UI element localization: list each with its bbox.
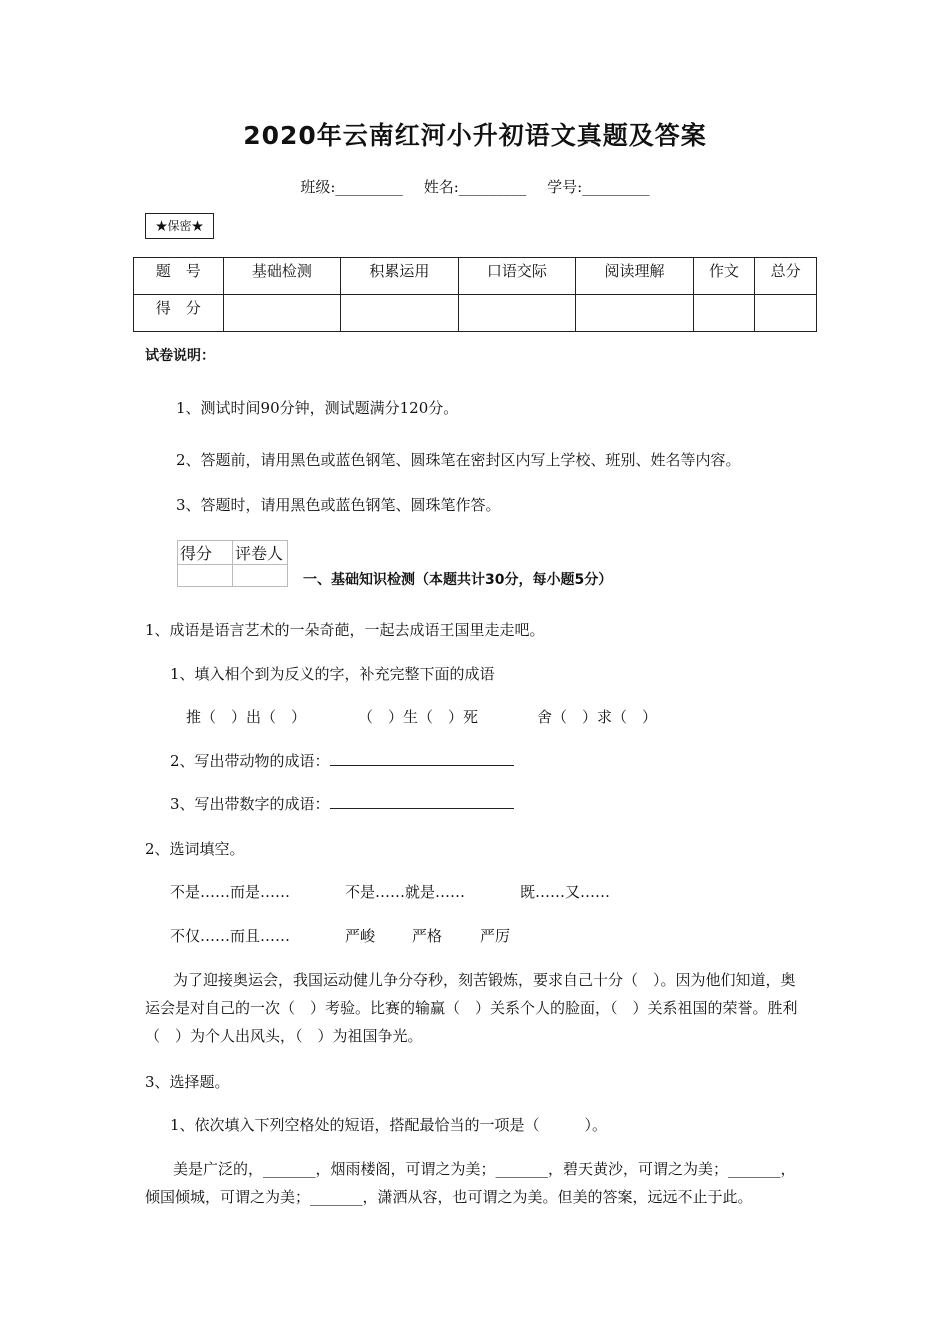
score-header-cell: 积累运用	[341, 258, 459, 295]
answer-blank[interactable]	[330, 765, 514, 766]
student-info	[0, 176, 950, 197]
score-header-cell: 阅读理解	[576, 258, 694, 295]
score-row-label: 得 分	[134, 295, 224, 332]
question-1-3-text: 3、写出带数字的成语：	[170, 795, 330, 813]
instruction-item: 1、测试时间90分钟，测试题满分120分。	[176, 399, 459, 417]
score-cell[interactable]	[693, 295, 755, 332]
question-1: 1、成语是语言艺术的一朵奇葩，一起去成语王国里走走吧。	[145, 621, 545, 639]
question-3: 3、选择题。	[145, 1073, 230, 1091]
answer-blank[interactable]	[330, 808, 514, 809]
idiom-item[interactable]: 舍（ ）求（ ）	[537, 708, 658, 726]
page-title: 2020年云南红河小升初语文真题及答案	[243, 121, 707, 150]
score-cell[interactable]	[755, 295, 817, 332]
idiom-item[interactable]: 推（ ）出（ ）	[186, 708, 307, 726]
choice-paragraph: 美是广泛的，_______，烟雨楼阁，可谓之为美；_______，碧天黄沙，可谓之为美；_______，倾国倾城，可谓之为美；_______，潇洒从容，也可谓之为美。但美的答案，远远不止于此。	[145, 1160, 796, 1206]
score-header-cell: 口语交际	[458, 258, 576, 295]
student-id-field[interactable]: 学号:_________	[547, 178, 650, 196]
score-table	[133, 257, 817, 332]
word-option: 既……又……	[520, 883, 611, 901]
score-cell[interactable]	[223, 295, 341, 332]
grader-table	[177, 540, 288, 587]
instruction-item: 3、答题时，请用黑色或蓝色钢笔、圆珠笔作答。	[176, 496, 501, 514]
question-2: 2、选词填空。	[145, 840, 245, 858]
score-table-row	[134, 295, 817, 332]
confidential-badge: ★保密★	[145, 213, 214, 239]
question-3-1: 1、依次填入下列空格处的短语，搭配最恰当的一项是（ ）。	[170, 1116, 608, 1134]
fill-in-paragraph: 为了迎接奥运会，我国运动健儿争分夺秒，刻苦锻炼，要求自己十分（ ）。因为他们知道，奥运会是对自己的一次（ ）考验。比赛的输赢（ ）关系个人的脸面，（ ）关系祖国的荣誉。胜利（ ）为个人出风头，（ ）为祖国争光。	[145, 971, 798, 1045]
word-option: 不仅……而且……	[170, 927, 291, 945]
section-heading: 一、基础知识检测（本题共计30分，每小题5分）	[303, 572, 613, 588]
question-1-3	[170, 793, 514, 815]
score-header-cell: 作文	[693, 258, 755, 295]
grader-reviewer-label: 评卷人	[233, 541, 288, 565]
score-cell[interactable]	[458, 295, 576, 332]
word-option: 严格	[412, 927, 443, 945]
instructions-title: 试卷说明：	[145, 348, 215, 364]
score-cell[interactable]	[576, 295, 694, 332]
name-field[interactable]: 姓名:_________	[423, 178, 527, 196]
instruction-item: 2、答题前，请用黑色或蓝色钢笔、圆珠笔在密封区内写上学校、班别、姓名等内容。	[176, 451, 741, 469]
word-option: 不是……就是……	[345, 883, 466, 901]
word-option: 不是……而是……	[170, 883, 291, 901]
grader-score-label: 得分	[178, 541, 233, 565]
grader-reviewer-cell[interactable]	[233, 565, 288, 587]
score-header-cell: 题 号	[134, 258, 224, 295]
word-option: 严峻	[345, 927, 376, 945]
question-1-2	[170, 750, 514, 772]
score-table-header	[134, 258, 817, 295]
score-header-cell: 总分	[755, 258, 817, 295]
score-header-cell: 基础检测	[223, 258, 341, 295]
word-option: 严厉	[480, 927, 511, 945]
class-field[interactable]: 班级:_________	[300, 178, 403, 196]
question-1-2-text: 2、写出带动物的成语：	[170, 752, 330, 770]
score-cell[interactable]	[341, 295, 459, 332]
question-1-1: 1、填入相个到为反义的字，补充完整下面的成语	[170, 665, 495, 683]
grader-score-cell[interactable]	[178, 565, 233, 587]
idiom-item[interactable]: （ ）生（ ）死	[358, 708, 479, 726]
